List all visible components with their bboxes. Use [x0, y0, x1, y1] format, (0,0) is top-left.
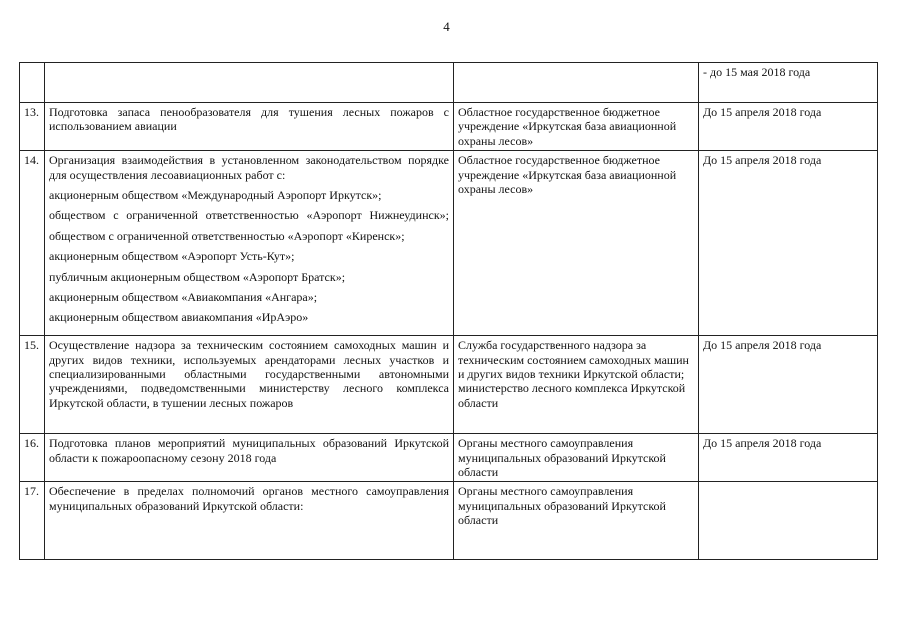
event-cell: Подготовка запаса пенообразователя для тушения лесных пожаров с использованием авиации [45, 103, 454, 151]
event-line: публичным акционерным обществом «Аэропорт Братск»; [49, 269, 346, 284]
row-number: 15. [20, 336, 45, 434]
event-line: обществом с ограниченной ответственностью «Аэропорт «Киренск»; [49, 228, 405, 243]
deadline-cell: - до 15 мая 2018 года [699, 63, 878, 103]
event-cell: Осуществление надзора за техническим состоянием самоходных машин и других видов техники, используемых арендаторами лесных участков и специализированными областными государственными автономными учреждениями, подведомственными министерству лесного комплекса Иркутской области, в тушении лесных пожаров [45, 336, 454, 434]
responsible-line: Служба государственного надзора за техническим состоянием самоходных машин и других видов техники Иркутской области; [458, 338, 689, 381]
row-number: 14. [20, 151, 45, 336]
row-number [20, 63, 45, 103]
table-row [20, 151, 878, 336]
row-number: 13. [20, 103, 45, 151]
responsible-cell: Областное государственное бюджетное учреждение «Иркутская база авиационной охраны лесов» [454, 151, 699, 336]
event-line: Организация взаимодействия в установленном законодательством порядке для осуществления лесоавиационных работ с: [49, 153, 449, 182]
event-line: акционерным обществом авиакомпания «ИрАэро» [49, 310, 309, 325]
responsible-cell: Областное государственное бюджетное учреждение «Иркутская база авиационной охраны лесов» [454, 103, 699, 151]
event-line: акционерным обществом «Авиакомпания «Ангара»; [49, 289, 318, 304]
event-cell: Подготовка планов мероприятий муниципальных образований Иркутской области к пожароопасному сезону 2018 года [45, 434, 454, 482]
deadline-cell: До 15 апреля 2018 года [699, 336, 878, 434]
responsible-cell: Органы местного самоуправления муниципальных образований Иркутской области [454, 434, 699, 482]
event-cell [45, 151, 454, 336]
table-row [20, 482, 878, 560]
table-row [20, 434, 878, 482]
table-row [20, 336, 878, 434]
row-number: 16. [20, 434, 45, 482]
responsible-cell [454, 63, 699, 103]
deadline-cell [699, 482, 878, 560]
responsible-line: министерство лесного комплекса Иркутской области [458, 381, 686, 410]
deadline-cell: До 15 апреля 2018 года [699, 434, 878, 482]
measures-table [19, 62, 878, 560]
responsible-cell: Органы местного самоуправления муниципальных образований Иркутской области [454, 482, 699, 560]
table-row [20, 63, 878, 103]
row-number: 17. [20, 482, 45, 560]
table-row [20, 103, 878, 151]
deadline-cell: До 15 апреля 2018 года [699, 151, 878, 336]
responsible-cell [454, 336, 699, 434]
page-number: 4 [443, 19, 450, 34]
event-line: обществом с ограниченной ответственностью «Аэропорт Нижнеудинск»; [49, 208, 449, 223]
event-cell: Обеспечение в пределах полномочий органов местного самоуправления муниципальных образований Иркутской области: [45, 482, 454, 560]
deadline-cell: До 15 апреля 2018 года [699, 103, 878, 151]
event-cell [45, 63, 454, 103]
event-line: акционерным обществом «Международный Аэропорт Иркутск»; [49, 187, 382, 202]
event-line: акционерным обществом «Аэропорт Усть-Кут»; [49, 249, 295, 264]
